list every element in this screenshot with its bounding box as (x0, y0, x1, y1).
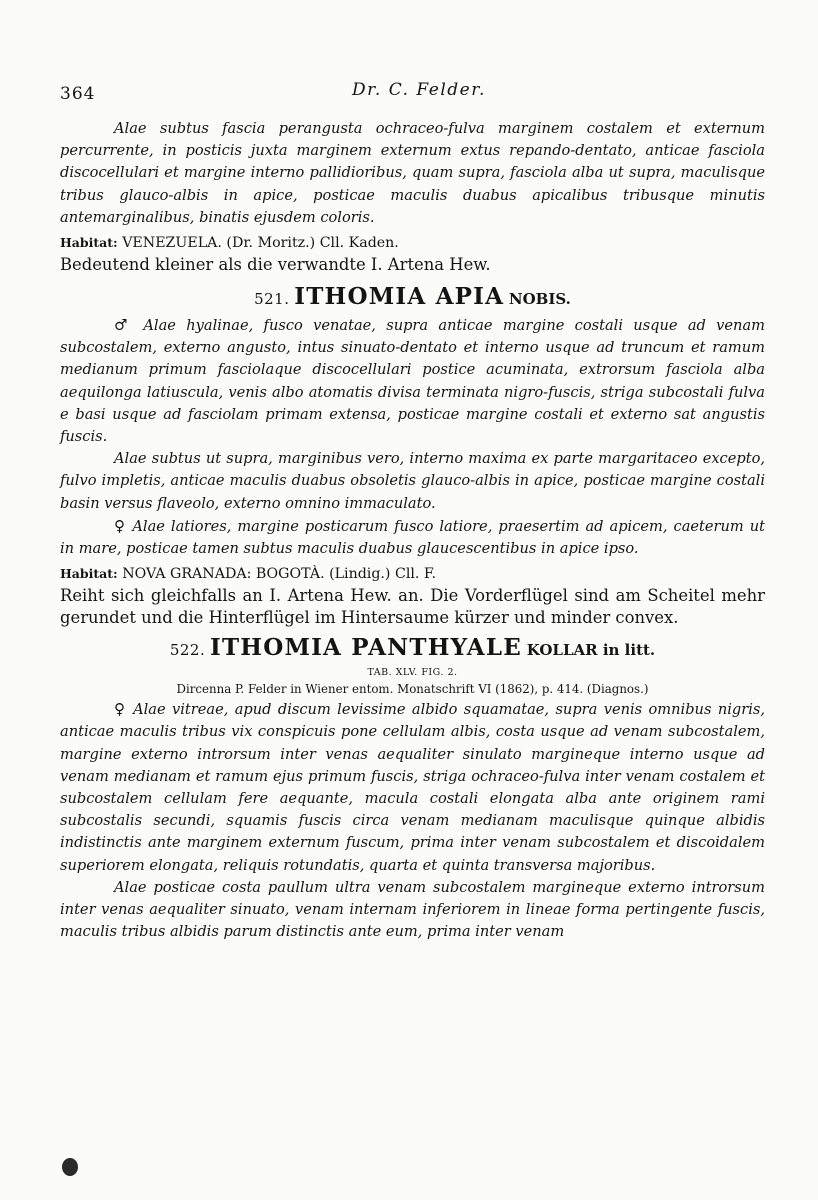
intro-note: Bedeutend kleiner als die verwandte I. Artena Hew. (60, 255, 491, 275)
species-name: ITHOMIA PANTHYALE (210, 634, 522, 662)
habitat-text: NOVA GRANADA: BOGOTÀ. (Lindig.) Cll. F. (122, 566, 437, 583)
running-head: Dr. C. Felder. (352, 80, 486, 100)
species-name: ITHOMIA APIA (294, 283, 505, 311)
species-521-heading (60, 282, 765, 314)
species-number: 521. (254, 290, 290, 309)
species-521-underside-description: Alae subtus ut supra, marginibus vero, interno maxima ex parte margaritaceo excepto, fulvo impletis, anticae maculis duabus obsoletis glauco-albis in apice, posticae margine costali basin versus flaveolo, externo omnino immaculato. (60, 450, 765, 512)
page-number: 364 (60, 84, 96, 104)
page-header (60, 80, 760, 108)
intro-latin-description: Alae subtus fascia perangusta ochraceo-fulva marginem costalem et externum percurrente, in posticis juxta marginem externum extus repando-dentato, anticae fasciola discocellulari et margine interno pallidioribus, quam supra, fasciola alba ut supra, maculisque tribus glauco-albis in apice, posticae maculis duabus apicalibus tribusque minutis antemarginalibus, binatis ejusdem coloris. (60, 120, 765, 226)
male-text: Alae hyalinae, fusco venatae, supra anticae margine costali usque ad venam subcostalem, externo angusto, intus sinuato-dentato et interno usque ad truncum et ramum medianum primum fasciolaque discocellulari postice acuminata, extrorsum fasciola alba aequilonga latiuscula, venis albo atomatis divisa terminata nigro-fuscis, striga subcostali fulva e basi usque ad fasciolam primam extensa, posticae margine costali et externo sat angustis fuscis. (60, 317, 765, 446)
female-symbol: ♀ (114, 516, 127, 535)
page-body (60, 118, 765, 943)
species-521-habitat (60, 563, 765, 585)
species-author: NOBIS. (508, 290, 571, 309)
intro-habitat (60, 232, 765, 254)
ink-spot (62, 1158, 78, 1176)
species-522-heading (60, 633, 765, 665)
female-text: Alae vitreae, apud discum levissime albido squamatae, supra venis omnibus nigris, anticae maculis tribus vix conspicuis pone cellulam albis, costa usque ad venam subcostalem, margine externo introrsum inter venas aequaliter sinulato margineque interno usque ad venam medianam et ramum ejus primum fuscis, striga ochraceo-fulva inter venam costalem et subcostalem cellulam fere aequante, macula costali elongata alba ante originem rami subcostalis secundi, squamis fuscis circa venam medianam maculisque quinque albidis indistinctis ante marginem externum fuscum, prima inter venam subcostalem et discoidalem superiorem elongata, reliquis rotundatis, quarta et quinta transversa majoribus. (60, 701, 765, 874)
female-symbol: ♀ (114, 700, 127, 719)
habitat-text: VENEZUELA. (Dr. Moritz.) Cll. Kaden. (122, 235, 399, 252)
habitat-label: Habitat: (60, 235, 118, 251)
species-521-note: Reiht sich gleichfalls an I. Artena Hew. an. Die Vorderflügel sind am Scheitel mehr gerundet und die Hinterflügel im Hintersaume kürzer und minder convex. (60, 586, 765, 628)
species-521-female-description (60, 515, 765, 560)
female-text: Alae latiores, margine posticarum fusco latiore, praesertim ad apicem, caeterum ut in mare, posticae tamen subtus maculis duabus glaucescentibus in apice ipso. (60, 517, 766, 558)
habitat-label: Habitat: (60, 566, 118, 582)
literature-citation: Dircenna P. Felder in Wiener entom. Monatschrift VI (1862), p. 414. (Diagnos.) (176, 682, 649, 697)
plate-reference: TAB. XLV. FIG. 2. (367, 667, 458, 679)
species-522-female-description (60, 698, 765, 877)
species-522-hindwing-description: Alae posticae costa paullum ultra venam subcostalem margineque externo introrsum inter venas aequaliter sinuato, venam internam inferiorem in lineae forma pertingente fuscis, maculis tribus albidis parum distinctis ante eum, prima inter venam (60, 878, 765, 941)
species-author: KOLLAR in litt. (526, 641, 656, 660)
male-symbol: ♂ (114, 316, 134, 335)
species-number: 522. (169, 641, 206, 660)
species-521-male-description (60, 314, 765, 448)
